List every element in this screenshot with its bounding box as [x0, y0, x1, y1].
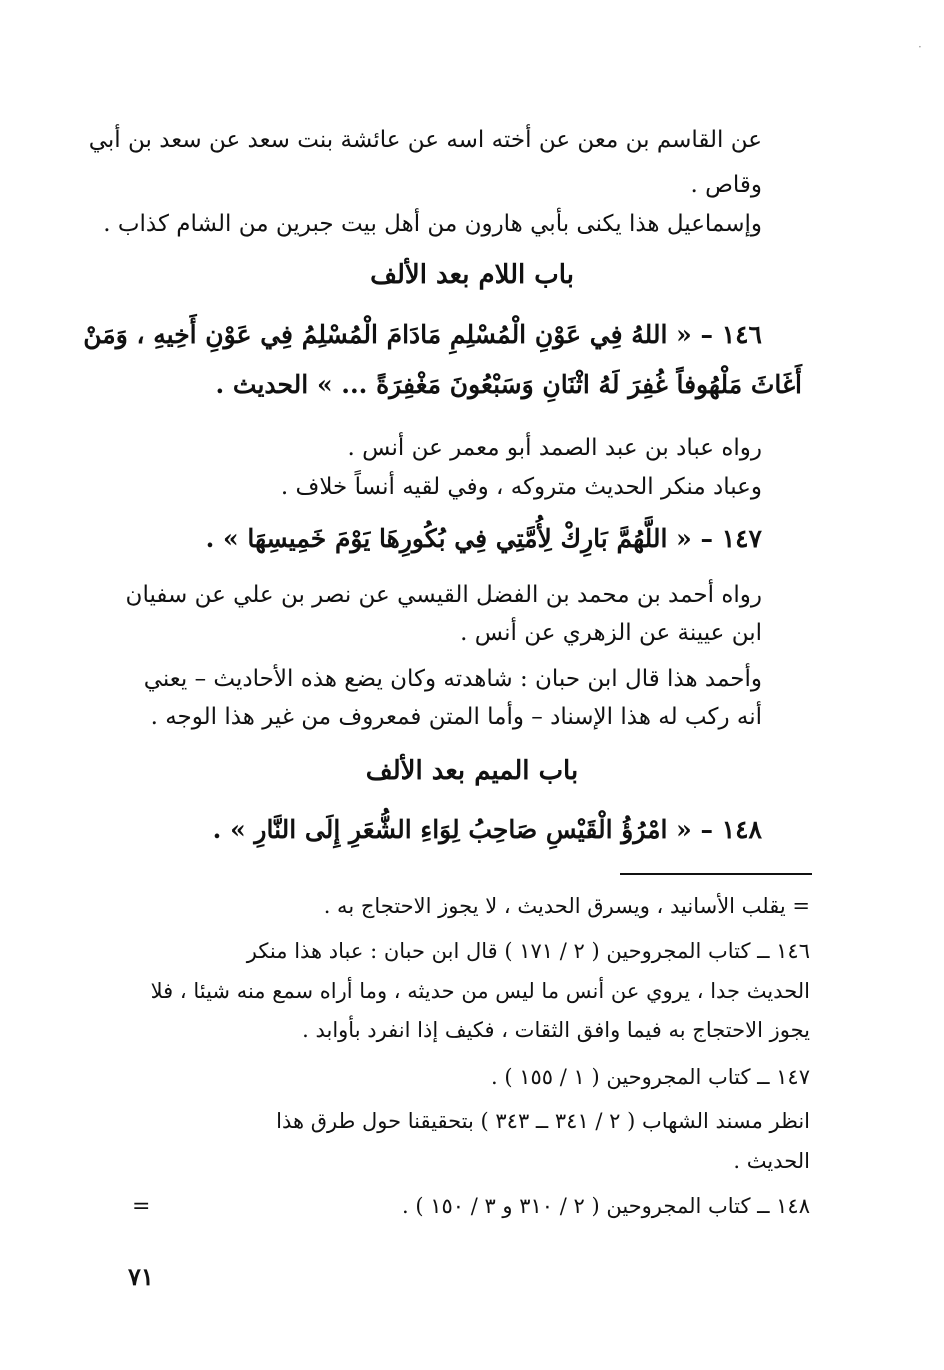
footnote-line-2: ١٤٦ ــ كتاب المجروحين ( ٢ / ١٧١ ) قال ابن حبان : عباد هذا منكر	[246, 939, 810, 963]
text-line-2: وقاص .	[690, 172, 762, 198]
margin-mark: ·	[918, 40, 922, 54]
text-line-1: عن القاسم بن معن عن أخته اسه عن عائشة بنت سعد عن سعد بن أبي	[88, 127, 762, 153]
footnote-line-8: ١٤٨ ــ كتاب المجروحين ( ٢ / ٣١٠ و ٣ / ١٥٠ ) .	[401, 1194, 810, 1218]
text-line-7: وعباد منكر الحديث متروكه ، وفي لقيه أنساً خلاف .	[280, 474, 762, 500]
text-line-10: ابن عيينة عن الزهري عن أنس .	[460, 620, 762, 646]
hadith-146-line-1: ١٤٦ – « اللهُ فِي عَوْنِ الْمُسْلِمِ مَادَامَ الْمُسْلِمُ فِي عَوْنِ أَخِيهِ ، وَمَنْ	[83, 320, 762, 349]
footnote-line-6: انظر مسند الشهاب ( ٢ / ٣٤١ ــ ٣٤٣ ) بتحقيقنا حول طرق هذا	[276, 1109, 810, 1133]
footnote-separator	[620, 873, 812, 875]
text-line-12: أنه ركب له هذا الإسناد – وأما المتن فمعروف من غير هذا الوجه .	[150, 704, 762, 730]
text-line-9: رواه أحمد بن محمد بن الفضل القيسي عن نصر بن علي عن سفيان	[125, 582, 762, 608]
text-line-3: وإسماعيل هذا يكنى بأبي هارون من أهل بيت جبرين من الشام كذاب .	[103, 211, 762, 237]
hadith-148: ١٤٨ – « امْرُؤُ الْقَيْسِ صَاحِبُ لِوَاءِ الشُّعَرِ إِلَى النَّارِ » .	[212, 815, 762, 844]
section-heading-lam: باب اللام بعد الألف	[370, 260, 574, 290]
footnote-line-5: ١٤٧ ــ كتاب المجروحين ( ١ / ١٥٥ ) .	[491, 1065, 810, 1089]
footnote-line-1: = يقلب الأسانيد ، ويسرق الحديث ، لا يجوز الاحتجاج به .	[323, 894, 810, 918]
hadith-146-line-2: أَغَاثَ مَلْهُوفاً غُفِرَ لَهُ اثْنَانِ وَسَبْعُونَ مَغْفِرَةً ... » الحديث .	[215, 370, 802, 399]
section-heading-mim: باب الميم بعد الألف	[365, 756, 579, 786]
footnote-line-4: يجوز الاحتجاج به فيما وافق الثقات ، فكيف إذا انفرد بأوابد .	[302, 1018, 810, 1042]
continuation-mark: =	[132, 1194, 151, 1219]
hadith-147: ١٤٧ – « اللَّهُمَّ بَارِكْ لِأُمَّتِي فِي بُكُورِهَا يَوْمَ خَمِيسِهَا » .	[205, 524, 762, 553]
page-number: ٧١	[128, 1262, 154, 1291]
text-line-11: وأحمد هذا قال ابن حبان : شاهدته وكان يضع هذه الأحاديث – يعني	[143, 666, 762, 692]
footnote-line-7: الحديث .	[733, 1149, 810, 1173]
text-line-6: رواه عباد بن عبد الصمد أبو معمر عن أنس .	[347, 435, 762, 461]
footnote-line-3: الحديث جدا ، يروي عن أنس ما ليس من حديثه ، وما أراه سمع منه شيئا ، فلا	[150, 979, 810, 1003]
